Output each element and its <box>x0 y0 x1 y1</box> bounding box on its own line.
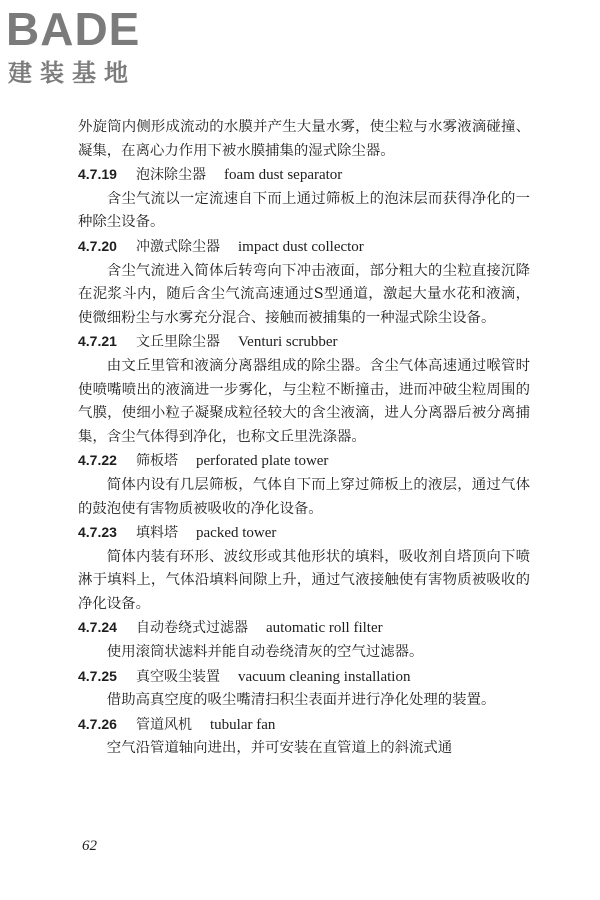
entry-term-en: foam dust separator <box>224 167 343 184</box>
entry-heading <box>78 713 530 738</box>
entry-heading <box>78 665 530 690</box>
entry-term-en: tubular fan <box>210 716 276 733</box>
entry-definition: 使用滚筒状滤料并能自动卷绕清灰的空气过滤器。 <box>106 644 424 661</box>
entry-heading <box>78 330 530 355</box>
entry-term-en: impact dust collector <box>238 238 364 255</box>
entry-term-cn: 管道风机 <box>136 716 192 733</box>
entry-term-cn: 自动卷绕式过滤器 <box>136 620 248 637</box>
entry-term-cn: 冲激式除尘器 <box>136 238 220 255</box>
entry-heading <box>78 616 530 641</box>
entry-term-en: automatic roll filter <box>266 620 383 637</box>
entry-number: 4.7.26 <box>78 715 117 732</box>
entry-definition: 由文丘里管和液滴分离器组成的除尘器。含尘气体高速通过喉管时使喷嘴喷出的液滴进一步雾化，与尘粒不断撞击，进而冲破尘粒周围的气膜，使细小粒子凝聚成粒径较大的含尘液滴，进人分离器后被分离捕集，含尘气体得到净化，也称文丘里洗涤器。 <box>78 357 530 445</box>
entry-definition: 简体内装有环形、波纹形或其他形状的填料，吸收剂自塔顶向下喷淋于填料上，气体沿填料间隙上升，通过气液接触使有害物质被吸收的净化设备。 <box>78 548 530 612</box>
entry-definition: 空气沿管道轴向进出，并可安装在直管道上的斜流式通 <box>106 740 453 757</box>
entry-term-cn: 填料塔 <box>136 525 178 542</box>
entry-definition: 借助高真空度的吸尘嘴清扫积尘表面并进行净化处理的装置。 <box>106 692 496 709</box>
entry-definition: 含尘气流进入简体后转弯向下冲击液面，部分粗大的尘粒直接沉降在泥浆斗内，随后含尘气流高速通过S型通道，激起大量水花和液滴，使微细粉尘与水雾充分混合、接触而被捕集的一种湿式除尘设备。 <box>78 262 530 326</box>
logo-wordmark: BADE <box>6 3 141 55</box>
entry-term-en: Venturi scrubber <box>238 334 338 351</box>
entry-term-en: packed tower <box>196 525 277 542</box>
lead-paragraph: 外旋筒内侧形成流动的水膜并产生大量水雾，使尘粒与水雾液滴碰撞、凝集，在离心力作用下被水膜捕集的湿式除尘器。 <box>78 119 530 159</box>
term-entry <box>78 665 530 713</box>
entry-term-cn: 筛板塔 <box>136 453 178 470</box>
entry-number: 4.7.22 <box>78 452 117 469</box>
entry-number: 4.7.25 <box>78 667 117 684</box>
page-body <box>78 116 530 761</box>
entry-term-cn: 真空吸尘装置 <box>136 668 220 685</box>
term-entry <box>78 616 530 664</box>
entry-term-en: perforated plate tower <box>196 453 329 470</box>
entry-heading <box>78 235 530 260</box>
term-entry <box>78 235 530 330</box>
term-entry <box>78 713 530 761</box>
entry-heading <box>78 521 530 546</box>
entry-definition: 简体内设有几层筛板，气体自下而上穿过筛板上的液层，通过气体的鼓泡使有害物质被吸收的净化设备。 <box>78 476 530 517</box>
logo-chinese-name: 建装基地 <box>8 59 136 87</box>
term-entry <box>78 330 530 449</box>
term-entry <box>78 163 530 235</box>
term-entry <box>78 449 530 521</box>
entry-term-cn: 泡沫除尘器 <box>136 167 206 184</box>
entry-definition: 含尘气流以一定流速自下而上通过筛板上的泡沫层而获得净化的一种除尘设备。 <box>78 190 530 231</box>
entry-number: 4.7.23 <box>78 524 117 541</box>
term-entry <box>78 521 530 616</box>
entry-number: 4.7.19 <box>78 166 117 183</box>
entry-number: 4.7.21 <box>78 333 117 350</box>
entry-number: 4.7.20 <box>78 237 117 254</box>
entry-number: 4.7.24 <box>78 619 117 636</box>
entry-heading <box>78 163 530 188</box>
page-number: 62 <box>82 838 97 854</box>
entry-heading <box>78 449 530 474</box>
brand-logo <box>6 3 176 87</box>
entry-term-cn: 文丘里除尘器 <box>136 334 220 351</box>
entry-term-en: vacuum cleaning installation <box>238 668 411 685</box>
